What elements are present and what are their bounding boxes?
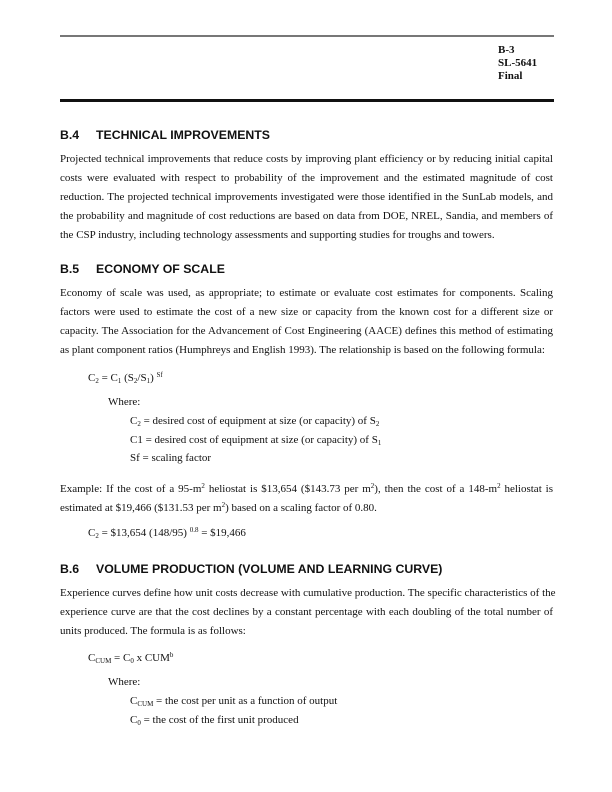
text-run: heliostat is $13,654 ($143.73 per m: [204, 483, 371, 495]
subscript: 1: [377, 439, 382, 447]
section-heading-b4: [60, 128, 270, 142]
text-run: C: [130, 695, 138, 707]
superscript: 2: [370, 482, 375, 490]
paragraph-line: Experience curves define how unit costs decrease with cumulative production. The specific characteristics of the: [60, 587, 556, 599]
text-run: C: [88, 372, 96, 384]
text-run: estimated at $19,466 ($131.53 per m: [60, 502, 222, 514]
section-title: ECONOMY OF SCALE: [96, 262, 225, 276]
text-run: Sf = scaling factor: [130, 452, 212, 464]
paragraph-line: Projected technical improvements that reduce costs by improving plant efficiency or by reducing initial capital: [60, 153, 553, 165]
text-run: = the cost per unit as a function of output: [153, 695, 338, 707]
subscript: 2: [95, 532, 99, 540]
subscript: CUM: [95, 657, 112, 665]
scaling-formula: [88, 371, 163, 385]
subscript: CUM: [137, 700, 154, 708]
text-run: (S: [121, 372, 134, 384]
superscript: Sf: [156, 371, 163, 379]
paragraph-economy-of-scale: [60, 284, 553, 360]
text-run: C: [88, 652, 96, 664]
paragraph-example: [60, 480, 553, 518]
text-run: x CUM: [133, 652, 170, 664]
section-heading-b6: [60, 562, 442, 576]
text-run: ), then the cost of a 148-m: [374, 483, 498, 495]
paragraph-technical-improvements: [60, 150, 553, 245]
subscript: 2: [137, 420, 141, 428]
subscript: 2: [95, 377, 99, 385]
example-formula: [88, 526, 246, 540]
superscript: b: [169, 651, 174, 659]
superscript: 2: [201, 482, 205, 490]
text-run: ) based on a scaling factor of 0.80.: [225, 502, 377, 514]
page-header: [498, 44, 537, 83]
paragraph-line: costs were evaluated with respect to probability of the improvement and the estimated magnitude of cost: [60, 172, 553, 184]
document-id: SL-5641: [498, 57, 538, 69]
section-number: B.6: [60, 562, 80, 576]
text-run: = $13,654 (148/95): [98, 527, 190, 539]
subscript: 2: [133, 377, 138, 385]
document-status: Final: [498, 70, 523, 82]
text-run: C: [88, 527, 96, 539]
definition-c1: [130, 433, 381, 447]
text-run: C: [130, 714, 138, 726]
definition-c0: [130, 713, 299, 727]
paragraph-line: as plant component ratios (Humphreys and English 1993). The relationship is based on the following formula:: [60, 344, 545, 356]
section-title: TECHNICAL IMPROVEMENTS: [96, 128, 270, 142]
superscript: 0.8: [189, 526, 199, 534]
text-run: = C: [111, 652, 131, 664]
subscript: 1: [146, 377, 151, 385]
page-number: B-3: [498, 44, 515, 56]
paragraph-line: factors were used to estimate the cost of a new size or capacity from the known cost for a different size or: [60, 306, 553, 318]
header-bottom-rule: [60, 99, 554, 102]
paragraph-line: the CSP industry, including technology assessments and supporting studies for troughs and towers.: [60, 229, 495, 241]
text-run: /S: [137, 372, 147, 384]
paragraph-line: reduction. The projected technical improvements investigated were those identified in the SunLab models, and: [60, 191, 553, 203]
where-label: Where:: [108, 676, 141, 688]
text-run: = $19,466: [198, 527, 246, 539]
section-title: VOLUME PRODUCTION (VOLUME AND LEARNING CURVE): [96, 562, 443, 576]
text-run: ): [150, 372, 157, 384]
definition-ccum: [130, 694, 337, 708]
subscript: 2: [375, 420, 380, 428]
text-run: = the cost of the first unit produced: [140, 714, 299, 726]
definition-c2: [130, 414, 379, 428]
paragraph-volume-production: [60, 584, 556, 641]
paragraph-line: units produced. The formula is as follows:: [60, 625, 246, 637]
text-run: C1 = desired cost of equipment at size (or capacity) of S: [130, 434, 378, 446]
text-run: = desired cost of equipment at size (or capacity) of S: [140, 415, 376, 427]
subscript: 1: [117, 377, 122, 385]
definition-sf: [130, 451, 211, 465]
text-run: heliostat is: [500, 483, 554, 495]
section-number: B.4: [60, 128, 80, 142]
text-run: Example: If the cost of a 95-m: [60, 483, 202, 495]
section-number: B.5: [60, 262, 80, 276]
text-run: = C: [98, 372, 118, 384]
subscript: 0: [137, 719, 141, 727]
text-run: C: [130, 415, 138, 427]
where-label: Where:: [108, 396, 141, 408]
section-heading-b5: [60, 262, 225, 276]
example-line: [60, 499, 553, 518]
paragraph-line: capacity. The Association for the Advancement of Cost Engineering (AACE) defines this method of estimating: [60, 325, 553, 337]
example-line: [60, 480, 553, 499]
paragraph-line: Economy of scale was used, as appropriate; to estimate or evaluate cost estimates for components. Scaling: [60, 287, 553, 299]
experience-curve-formula: [88, 651, 173, 665]
paragraph-line: experience curve are that the cost declines by a constant percentage with each doubling of the total number of: [60, 606, 553, 618]
paragraph-line: the probability and magnitude of cost reductions are based on data from DOE, NREL, Sandia, and members of: [60, 210, 553, 222]
subscript: 0: [130, 657, 134, 665]
superscript: 2: [221, 501, 226, 509]
header-top-rule: [60, 35, 554, 37]
superscript: 2: [497, 482, 501, 490]
